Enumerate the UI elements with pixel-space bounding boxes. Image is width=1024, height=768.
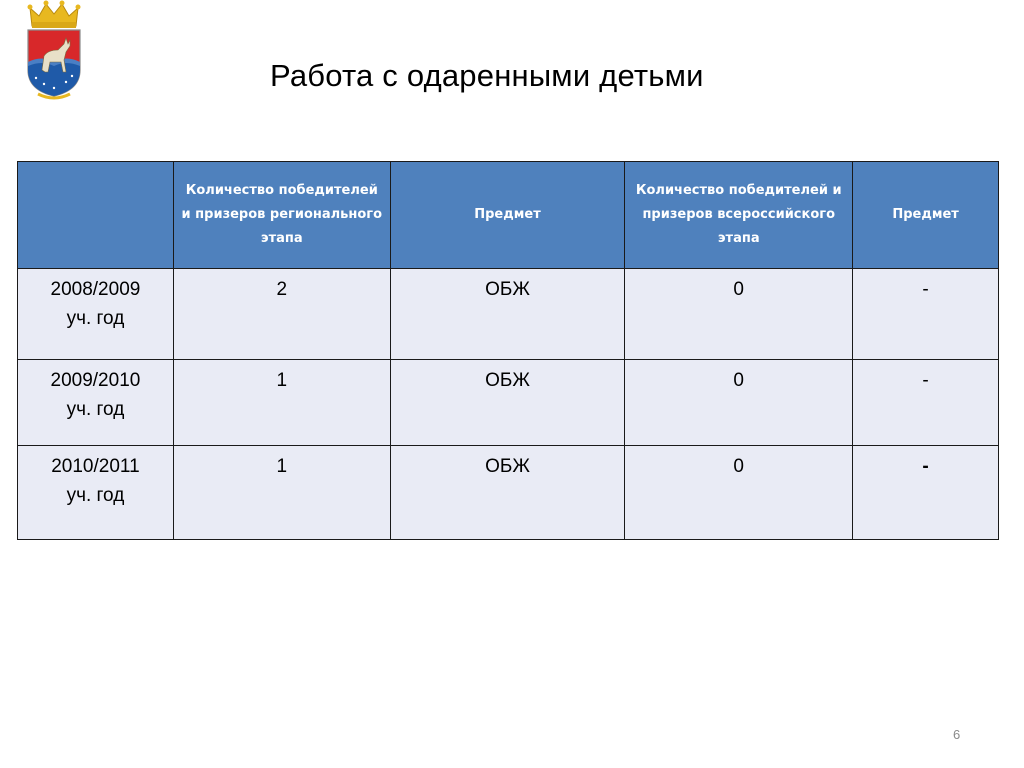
year-value: 2010/2011 — [51, 456, 140, 477]
national-subject-cell: - — [853, 360, 999, 446]
year-value: 2008/2009 — [50, 279, 141, 300]
year-cell — [18, 360, 174, 446]
coat-of-arms-deer-icon — [22, 0, 86, 100]
shield-icon — [28, 30, 80, 96]
year-suffix: уч. год — [66, 308, 125, 329]
page-title: Работа с одаренными детьми — [270, 58, 704, 93]
national-count-cell: 0 — [625, 269, 853, 360]
regional-count-cell: 2 — [173, 269, 390, 360]
national-subject-cell: - — [853, 446, 999, 540]
table-header-row — [18, 162, 999, 269]
olympiad-results-table — [17, 161, 999, 540]
header-national-subject: Предмет — [853, 162, 999, 269]
year-value: 2009/2010 — [50, 370, 141, 391]
table-row — [18, 446, 999, 540]
national-subject-cell: - — [853, 269, 999, 360]
year-cell — [18, 269, 174, 360]
header-national-count: Количество победителей и призеров всероссийского этапа — [625, 162, 853, 269]
regional-count-cell: 1 — [173, 360, 390, 446]
year-cell — [18, 446, 174, 540]
regional-subject-cell: ОБЖ — [390, 360, 625, 446]
header-year — [18, 162, 174, 269]
page-number: 6 — [953, 727, 961, 742]
header-regional-subject: Предмет — [390, 162, 625, 269]
regional-count-cell: 1 — [173, 446, 390, 540]
national-count-cell: 0 — [625, 360, 853, 446]
table-row — [18, 360, 999, 446]
header-regional-count: Количество победителей и призеров регионального этапа — [173, 162, 390, 269]
crown-icon — [28, 1, 81, 29]
regional-subject-cell: ОБЖ — [390, 446, 625, 540]
year-suffix: уч. год — [66, 485, 125, 506]
table-row — [18, 269, 999, 360]
national-count-cell: 0 — [625, 446, 853, 540]
year-suffix: уч. год — [66, 399, 125, 420]
regional-subject-cell: ОБЖ — [390, 269, 625, 360]
